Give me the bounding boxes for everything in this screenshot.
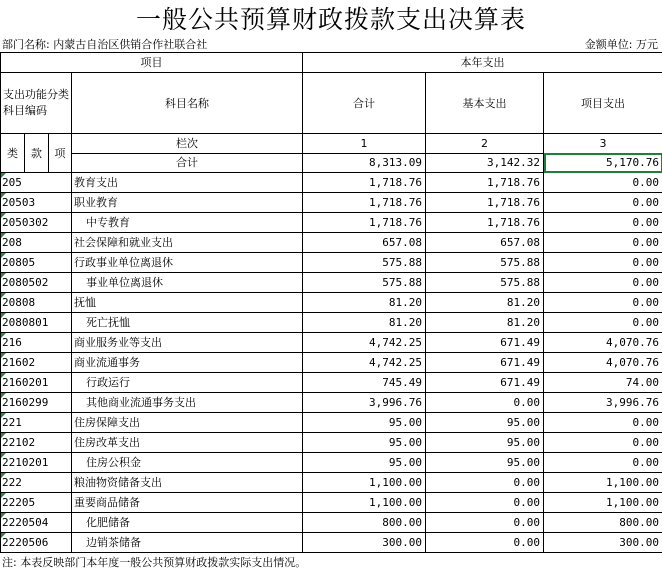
code-cell[interactable]: 2220506 (1, 533, 72, 553)
basic-cell[interactable]: 1,718.76 (426, 193, 544, 213)
table-row (1, 273, 662, 293)
total-cell[interactable]: 657.08 (303, 233, 426, 253)
name-cell[interactable]: 住房保障支出 (72, 413, 303, 433)
code-cell[interactable]: 22102 (1, 433, 72, 453)
total-cell[interactable]: 1,718.76 (303, 213, 426, 233)
name-cell[interactable]: 住房改革支出 (72, 433, 303, 453)
total-cell[interactable]: 4,742.25 (303, 333, 426, 353)
project-cell[interactable]: 1,100.00 (544, 473, 662, 493)
code-cell[interactable]: 22205 (1, 493, 72, 513)
total-row-label[interactable]: 合计 (72, 153, 303, 173)
project-cell[interactable]: 0.00 (544, 173, 662, 193)
table-row (1, 353, 662, 373)
unit-label: 金额单位: 万元 (584, 38, 658, 51)
table-row (1, 493, 662, 513)
project-cell[interactable]: 0.00 (544, 293, 662, 313)
total-row-total[interactable]: 8,313.09 (303, 153, 426, 173)
code-cell[interactable]: 2210201 (1, 453, 72, 473)
name-cell[interactable]: 重要商品储备 (72, 493, 303, 513)
total-cell[interactable]: 1,718.76 (303, 193, 426, 213)
total-cell[interactable]: 95.00 (303, 433, 426, 453)
name-cell[interactable]: 其他商业流通事务支出 (72, 393, 303, 413)
basic-cell[interactable]: 0.00 (426, 533, 544, 553)
table-row (1, 193, 662, 213)
basic-cell[interactable]: 95.00 (426, 433, 544, 453)
table-row (1, 453, 662, 473)
project-cell[interactable]: 0.00 (544, 313, 662, 333)
department-label: 部门名称: 内蒙古自治区供销合作社联合社 (2, 38, 208, 51)
table-row (1, 233, 662, 253)
table-row (1, 433, 662, 453)
name-cell[interactable]: 住房公积金 (72, 453, 303, 473)
total-cell[interactable]: 1,100.00 (303, 473, 426, 493)
total-cell[interactable]: 4,742.25 (303, 353, 426, 373)
total-cell[interactable]: 575.88 (303, 253, 426, 273)
name-cell[interactable]: 边销茶储备 (72, 533, 303, 553)
basic-cell[interactable]: 95.00 (426, 453, 544, 473)
table-row (1, 293, 662, 313)
project-cell[interactable]: 0.00 (544, 253, 662, 273)
code-cell[interactable]: 2050302 (1, 213, 72, 233)
header-lei[interactable]: 类 (1, 134, 25, 173)
header-col1[interactable]: 1 (303, 134, 426, 154)
name-cell[interactable]: 职业教育 (72, 193, 303, 213)
total-row-basic[interactable]: 3,142.32 (426, 153, 544, 173)
name-cell[interactable]: 抚恤 (72, 293, 303, 313)
table-row (1, 533, 662, 553)
code-cell[interactable]: 2160201 (1, 373, 72, 393)
header-code-label[interactable]: 支出功能分类科目编码 (1, 73, 72, 134)
code-cell[interactable]: 2080801 (1, 313, 72, 333)
project-cell[interactable]: 4,070.76 (544, 353, 662, 373)
total-cell[interactable]: 300.00 (303, 533, 426, 553)
header-current-year[interactable]: 本年支出 (303, 53, 662, 73)
code-cell[interactable]: 2080502 (1, 273, 72, 293)
name-cell[interactable]: 社会保障和就业支出 (72, 233, 303, 253)
table-row (1, 173, 662, 193)
header-col3[interactable]: 3 (544, 134, 662, 154)
table-row (1, 253, 662, 273)
table-row (1, 413, 662, 433)
header-total-col[interactable]: 合计 (303, 73, 426, 134)
total-cell[interactable]: 1,100.00 (303, 493, 426, 513)
code-cell[interactable]: 2220504 (1, 513, 72, 533)
table-row (1, 313, 662, 333)
header-lanci[interactable]: 栏次 (72, 134, 303, 154)
basic-cell[interactable]: 81.20 (426, 313, 544, 333)
table-row (1, 373, 662, 393)
table-row (1, 213, 662, 233)
basic-cell[interactable]: 1,718.76 (426, 213, 544, 233)
code-cell[interactable]: 208 (1, 233, 72, 253)
code-cell[interactable]: 205 (1, 173, 72, 193)
project-cell[interactable]: 0.00 (544, 213, 662, 233)
basic-cell[interactable]: 657.08 (426, 233, 544, 253)
name-cell[interactable]: 死亡抚恤 (72, 313, 303, 333)
table-title: 一般公共预算财政拨款支出决算表 (135, 5, 526, 34)
total-row-project-selected-cell[interactable]: 5,170.76 (544, 153, 662, 173)
header-name-label[interactable]: 科目名称 (72, 73, 303, 134)
header-item[interactable]: 项目 (1, 53, 303, 73)
table-row (1, 513, 662, 533)
total-cell[interactable]: 575.88 (303, 273, 426, 293)
total-cell[interactable]: 95.00 (303, 413, 426, 433)
basic-cell[interactable]: 671.49 (426, 353, 544, 373)
name-cell[interactable]: 行政运行 (72, 373, 303, 393)
project-cell[interactable]: 800.00 (544, 513, 662, 533)
name-cell[interactable]: 商业流通事务 (72, 353, 303, 373)
total-cell[interactable]: 745.49 (303, 373, 426, 393)
name-cell[interactable]: 行政事业单位离退休 (72, 253, 303, 273)
project-cell[interactable]: 4,070.76 (544, 333, 662, 353)
basic-cell[interactable]: 0.00 (426, 493, 544, 513)
name-cell[interactable]: 化肥储备 (72, 513, 303, 533)
name-cell[interactable]: 粮油物资储备支出 (72, 473, 303, 493)
project-cell[interactable]: 0.00 (544, 193, 662, 213)
expenditure-table (0, 52, 662, 553)
total-cell[interactable]: 3,996.76 (303, 393, 426, 413)
basic-cell[interactable]: 0.00 (426, 513, 544, 533)
project-cell[interactable]: 0.00 (544, 453, 662, 473)
project-cell[interactable]: 0.00 (544, 413, 662, 433)
basic-cell[interactable]: 671.49 (426, 373, 544, 393)
code-cell[interactable]: 20805 (1, 253, 72, 273)
basic-cell[interactable]: 671.49 (426, 333, 544, 353)
basic-cell[interactable]: 0.00 (426, 473, 544, 493)
project-cell[interactable]: 1,100.00 (544, 493, 662, 513)
basic-cell[interactable]: 95.00 (426, 413, 544, 433)
basic-cell[interactable]: 575.88 (426, 253, 544, 273)
name-cell[interactable]: 商业服务业等支出 (72, 333, 303, 353)
total-cell[interactable]: 95.00 (303, 453, 426, 473)
total-cell[interactable]: 81.20 (303, 313, 426, 333)
project-cell[interactable]: 0.00 (544, 433, 662, 453)
project-cell[interactable]: 3,996.76 (544, 393, 662, 413)
total-cell[interactable]: 1,718.76 (303, 173, 426, 193)
project-cell[interactable]: 0.00 (544, 233, 662, 253)
name-cell[interactable]: 中专教育 (72, 213, 303, 233)
total-cell[interactable]: 81.20 (303, 293, 426, 313)
name-cell[interactable]: 事业单位离退休 (72, 273, 303, 293)
code-cell[interactable]: 222 (1, 473, 72, 493)
code-cell[interactable]: 20808 (1, 293, 72, 313)
name-cell[interactable]: 教育支出 (72, 173, 303, 193)
header-xiang[interactable]: 项 (49, 134, 72, 173)
table-row (1, 393, 662, 413)
basic-cell[interactable]: 575.88 (426, 273, 544, 293)
table-row (1, 333, 662, 353)
code-cell[interactable]: 216 (1, 333, 72, 353)
code-cell[interactable]: 21602 (1, 353, 72, 373)
basic-cell[interactable]: 1,718.76 (426, 173, 544, 193)
table-row (1, 473, 662, 493)
table-note: 注: 本表反映部门本年度一般公共预算财政拨款实际支出情况。 (2, 556, 307, 569)
project-cell[interactable]: 0.00 (544, 273, 662, 293)
code-cell[interactable]: 221 (1, 413, 72, 433)
header-kuan[interactable]: 款 (25, 134, 49, 173)
total-cell[interactable]: 800.00 (303, 513, 426, 533)
basic-cell[interactable]: 81.20 (426, 293, 544, 313)
code-cell[interactable]: 2160299 (1, 393, 72, 413)
project-cell[interactable]: 74.00 (544, 373, 662, 393)
header-basic-col[interactable]: 基本支出 (426, 73, 544, 134)
code-cell[interactable]: 20503 (1, 193, 72, 213)
header-col2[interactable]: 2 (426, 134, 544, 154)
header-project-col[interactable]: 项目支出 (544, 73, 662, 134)
project-cell[interactable]: 300.00 (544, 533, 662, 553)
basic-cell[interactable]: 0.00 (426, 393, 544, 413)
